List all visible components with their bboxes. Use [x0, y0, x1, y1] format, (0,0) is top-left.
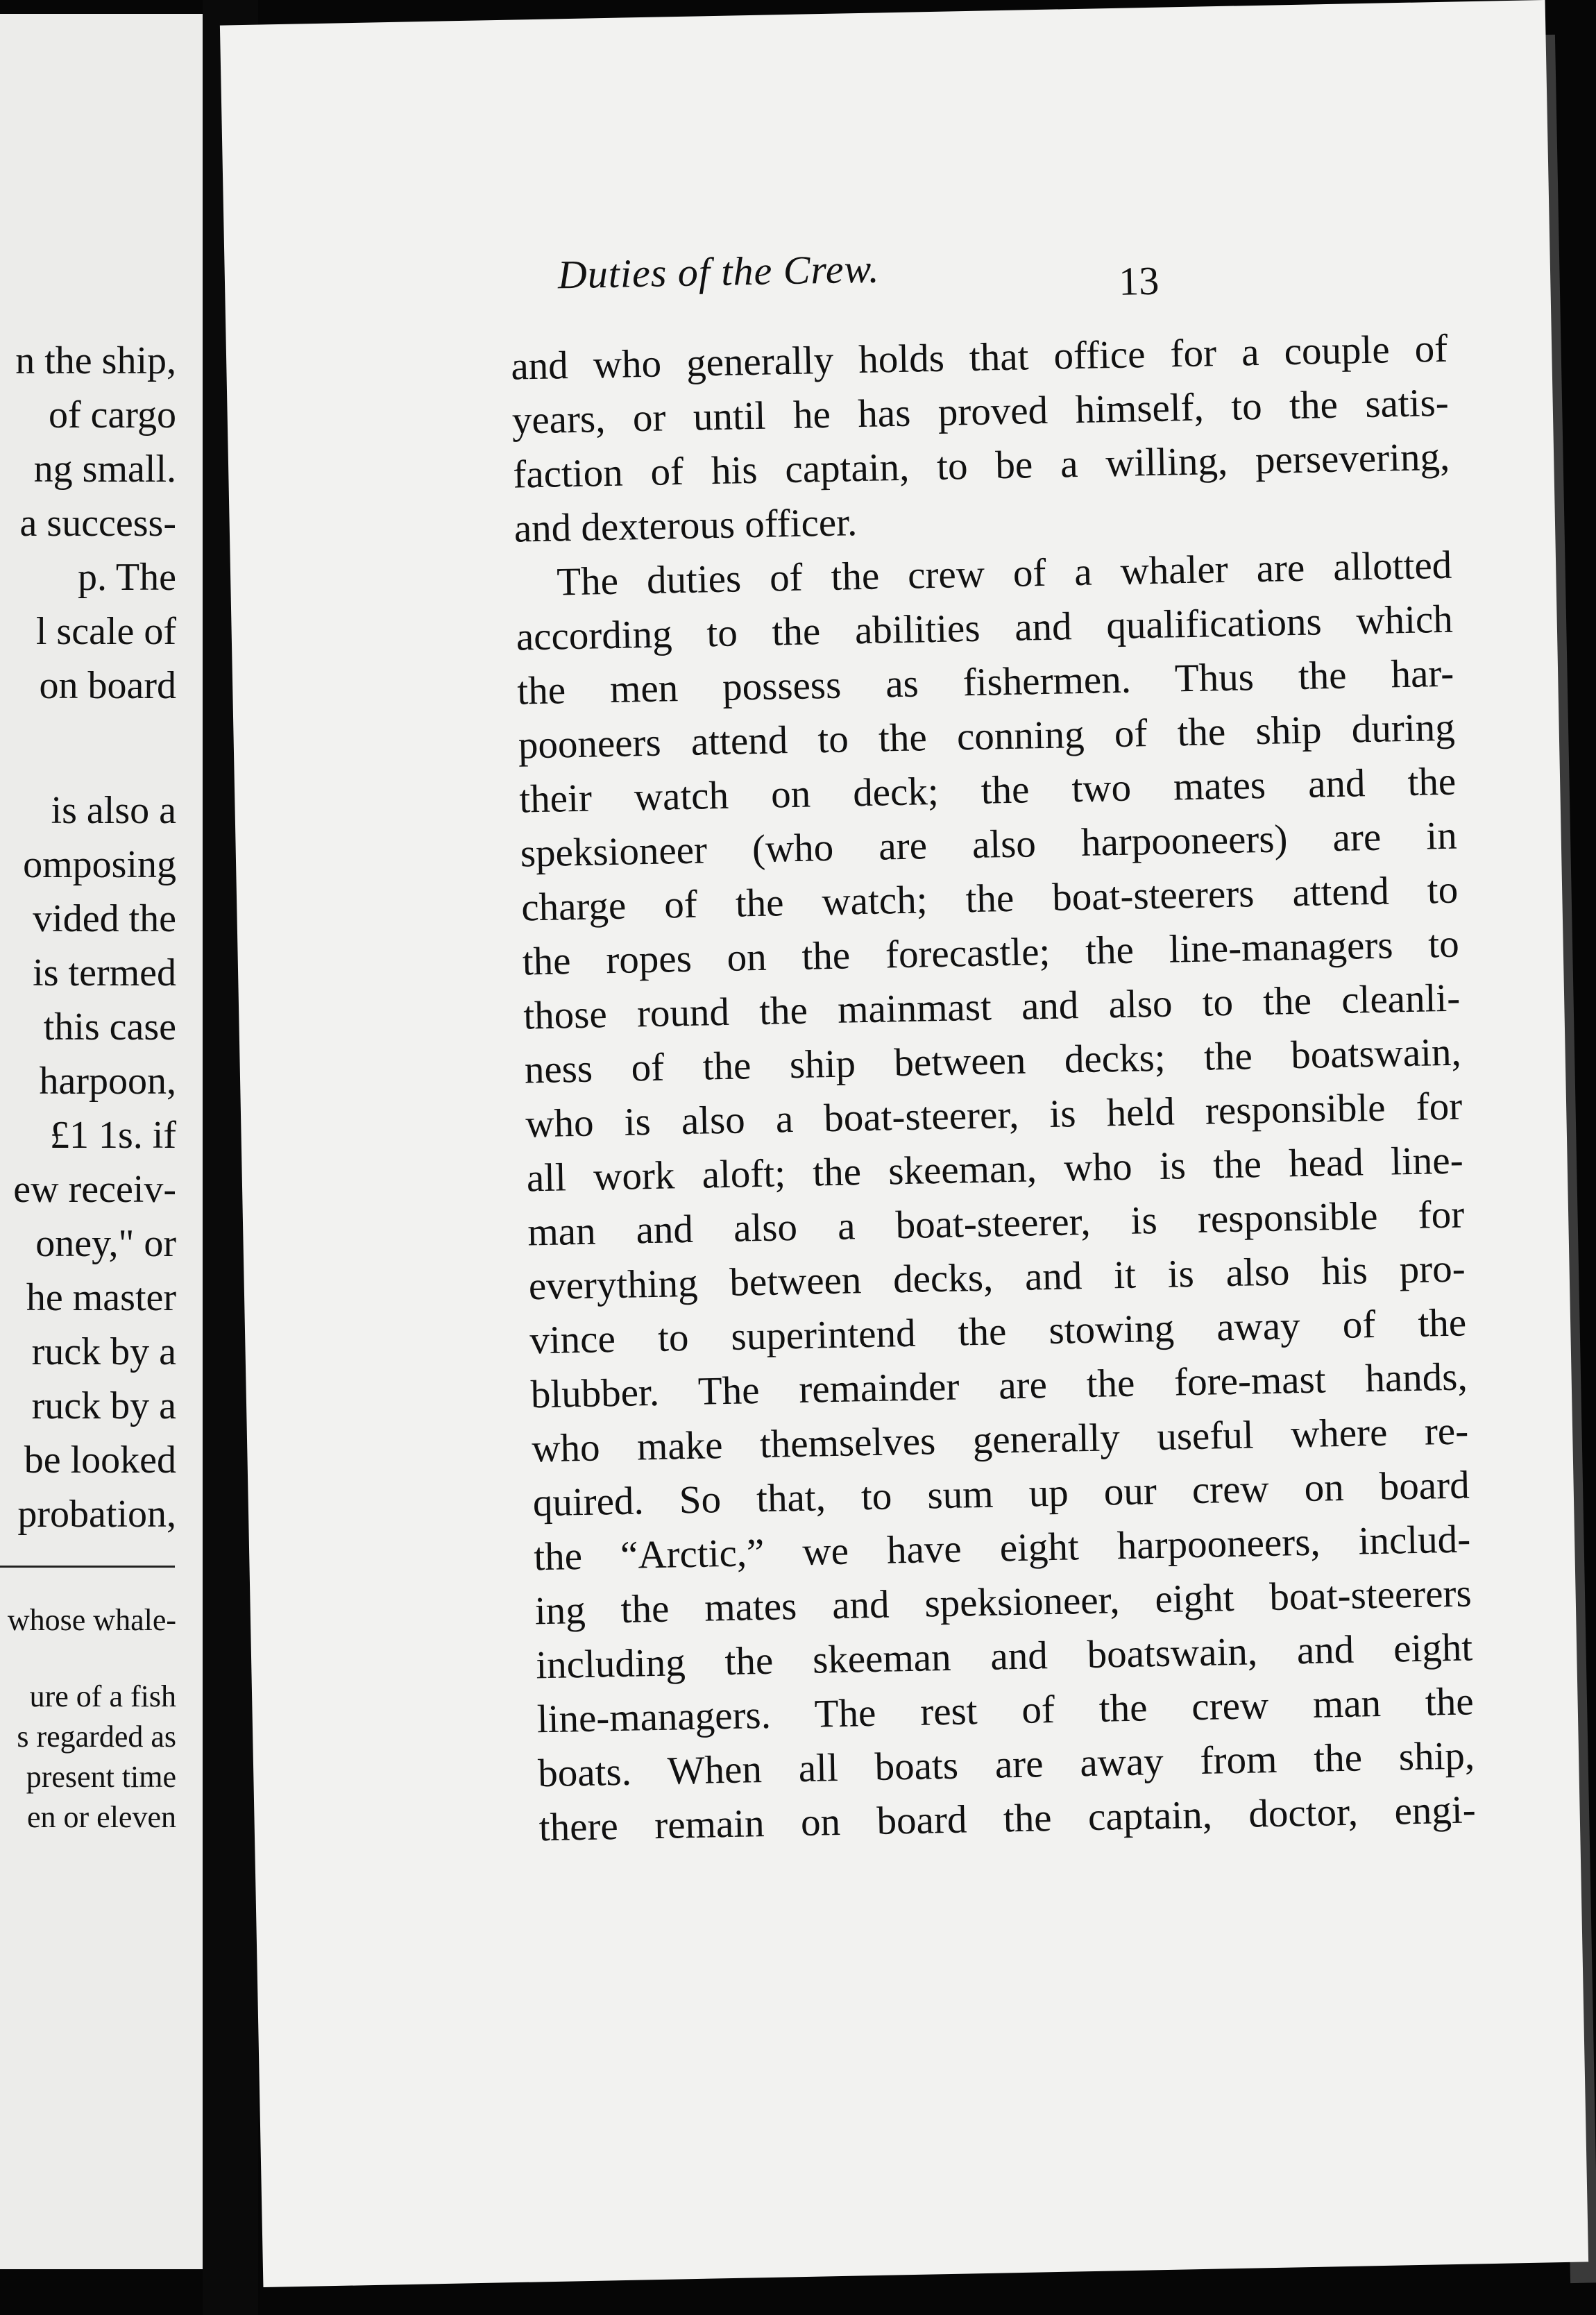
text-line: their watch on deck; the two mates and the	[518, 759, 1457, 822]
left-footnote-line: whose whale-	[7, 1603, 176, 1637]
text-line: ness of the ship between decks; the boatswain,	[524, 1030, 1462, 1092]
text-line: the ropes on the forecastle; the line-managers to	[522, 922, 1460, 984]
left-text-line: ng small.	[33, 448, 176, 491]
left-text-line: oney," or	[35, 1222, 176, 1265]
left-footnote-line: en or eleven	[27, 1800, 176, 1834]
text-line: including the skeeman and boatswain, and eight	[535, 1625, 1473, 1688]
text-line: ing the mates and speksioneer, eight boat-steerers	[534, 1571, 1472, 1634]
text-line: and who generally holds that office for a couple of	[510, 326, 1448, 389]
right-page	[220, 0, 1588, 2287]
left-text-line: ruck by a	[31, 1330, 176, 1373]
text-line: everything between decks, and it is also his pro-	[528, 1246, 1466, 1309]
left-text-line: n the ship,	[15, 339, 176, 382]
text-line: The duties of the crew of a whaler are allotted	[556, 543, 1452, 604]
left-text-line: probation,	[17, 1493, 176, 1536]
text-line: blubber. The remainder are the fore-mast hands,	[530, 1355, 1468, 1417]
text-line: those round the mainmast and also to the cleanli-	[523, 976, 1461, 1038]
text-line: vince to superintend the stowing away of the	[529, 1300, 1467, 1363]
text-line: boats. When all boats are away from the ship,	[537, 1733, 1475, 1796]
left-text-line: a success-	[19, 502, 176, 545]
text-line: who make themselves generally useful where re-	[531, 1409, 1469, 1471]
text-line: faction of his captain, to be a willing, persevering,	[512, 434, 1450, 497]
left-text-line: vided the	[33, 897, 176, 940]
text-line: all work aloft; the skeeman, who is the head line-	[526, 1138, 1464, 1201]
text-line: pooneers attend to the conning of the ship during	[518, 705, 1456, 768]
text-line: man and also a boat-steerer, is responsible for	[527, 1192, 1465, 1255]
left-text-line: is also a	[51, 789, 176, 832]
text-line: line-managers. The rest of the crew man the	[536, 1679, 1475, 1742]
page-number: 13	[1118, 257, 1160, 304]
left-text-line: £1 1s. if	[50, 1114, 176, 1157]
text-line: according to the abilities and qualifications which	[516, 597, 1454, 659]
left-footnote-line: s regarded as	[17, 1720, 176, 1754]
left-page	[0, 14, 203, 2269]
left-footnote-line: present time	[26, 1760, 176, 1794]
left-text-line: omposing	[23, 843, 176, 886]
text-line: who is also a boat-steerer, is held responsible for	[525, 1084, 1463, 1146]
left-text-line: ew receiv-	[13, 1168, 176, 1211]
left-text-line: be looked	[24, 1439, 176, 1482]
left-text-line: harpoon,	[39, 1060, 176, 1103]
text-line: years, or until he has proved himself, to the satis-	[511, 380, 1450, 443]
left-text-line: this case	[43, 1006, 176, 1049]
text-line: speksioneer (who are also harpooneers) are in	[520, 813, 1458, 876]
running-head: Duties of the Crew.	[557, 246, 881, 298]
left-text-line: l scale of	[35, 610, 176, 653]
left-text-line: of cargo	[49, 393, 176, 436]
left-text-line: ruck by a	[31, 1384, 176, 1427]
text-line: and dexterous officer.	[513, 500, 858, 551]
text-line: quired. So that, to sum up our crew on board	[532, 1463, 1470, 1525]
text-line: the “Arctic,” we have eight harpooneers, includ-	[533, 1517, 1471, 1579]
left-text-line: is termed	[33, 951, 176, 994]
text-line: charge of the watch; the boat-steerers attend to	[520, 867, 1459, 930]
footnote-rule	[0, 1566, 175, 1568]
left-footnote-line: ure of a fish	[29, 1679, 176, 1713]
left-text-line: p. The	[77, 556, 176, 599]
left-text-line: on board	[39, 664, 176, 707]
left-text-line: he master	[26, 1276, 176, 1319]
text-line: the men possess as fishermen. Thus the har-	[516, 651, 1454, 713]
text-line: there remain on board the captain, doctor, engi-	[538, 1788, 1477, 1850]
